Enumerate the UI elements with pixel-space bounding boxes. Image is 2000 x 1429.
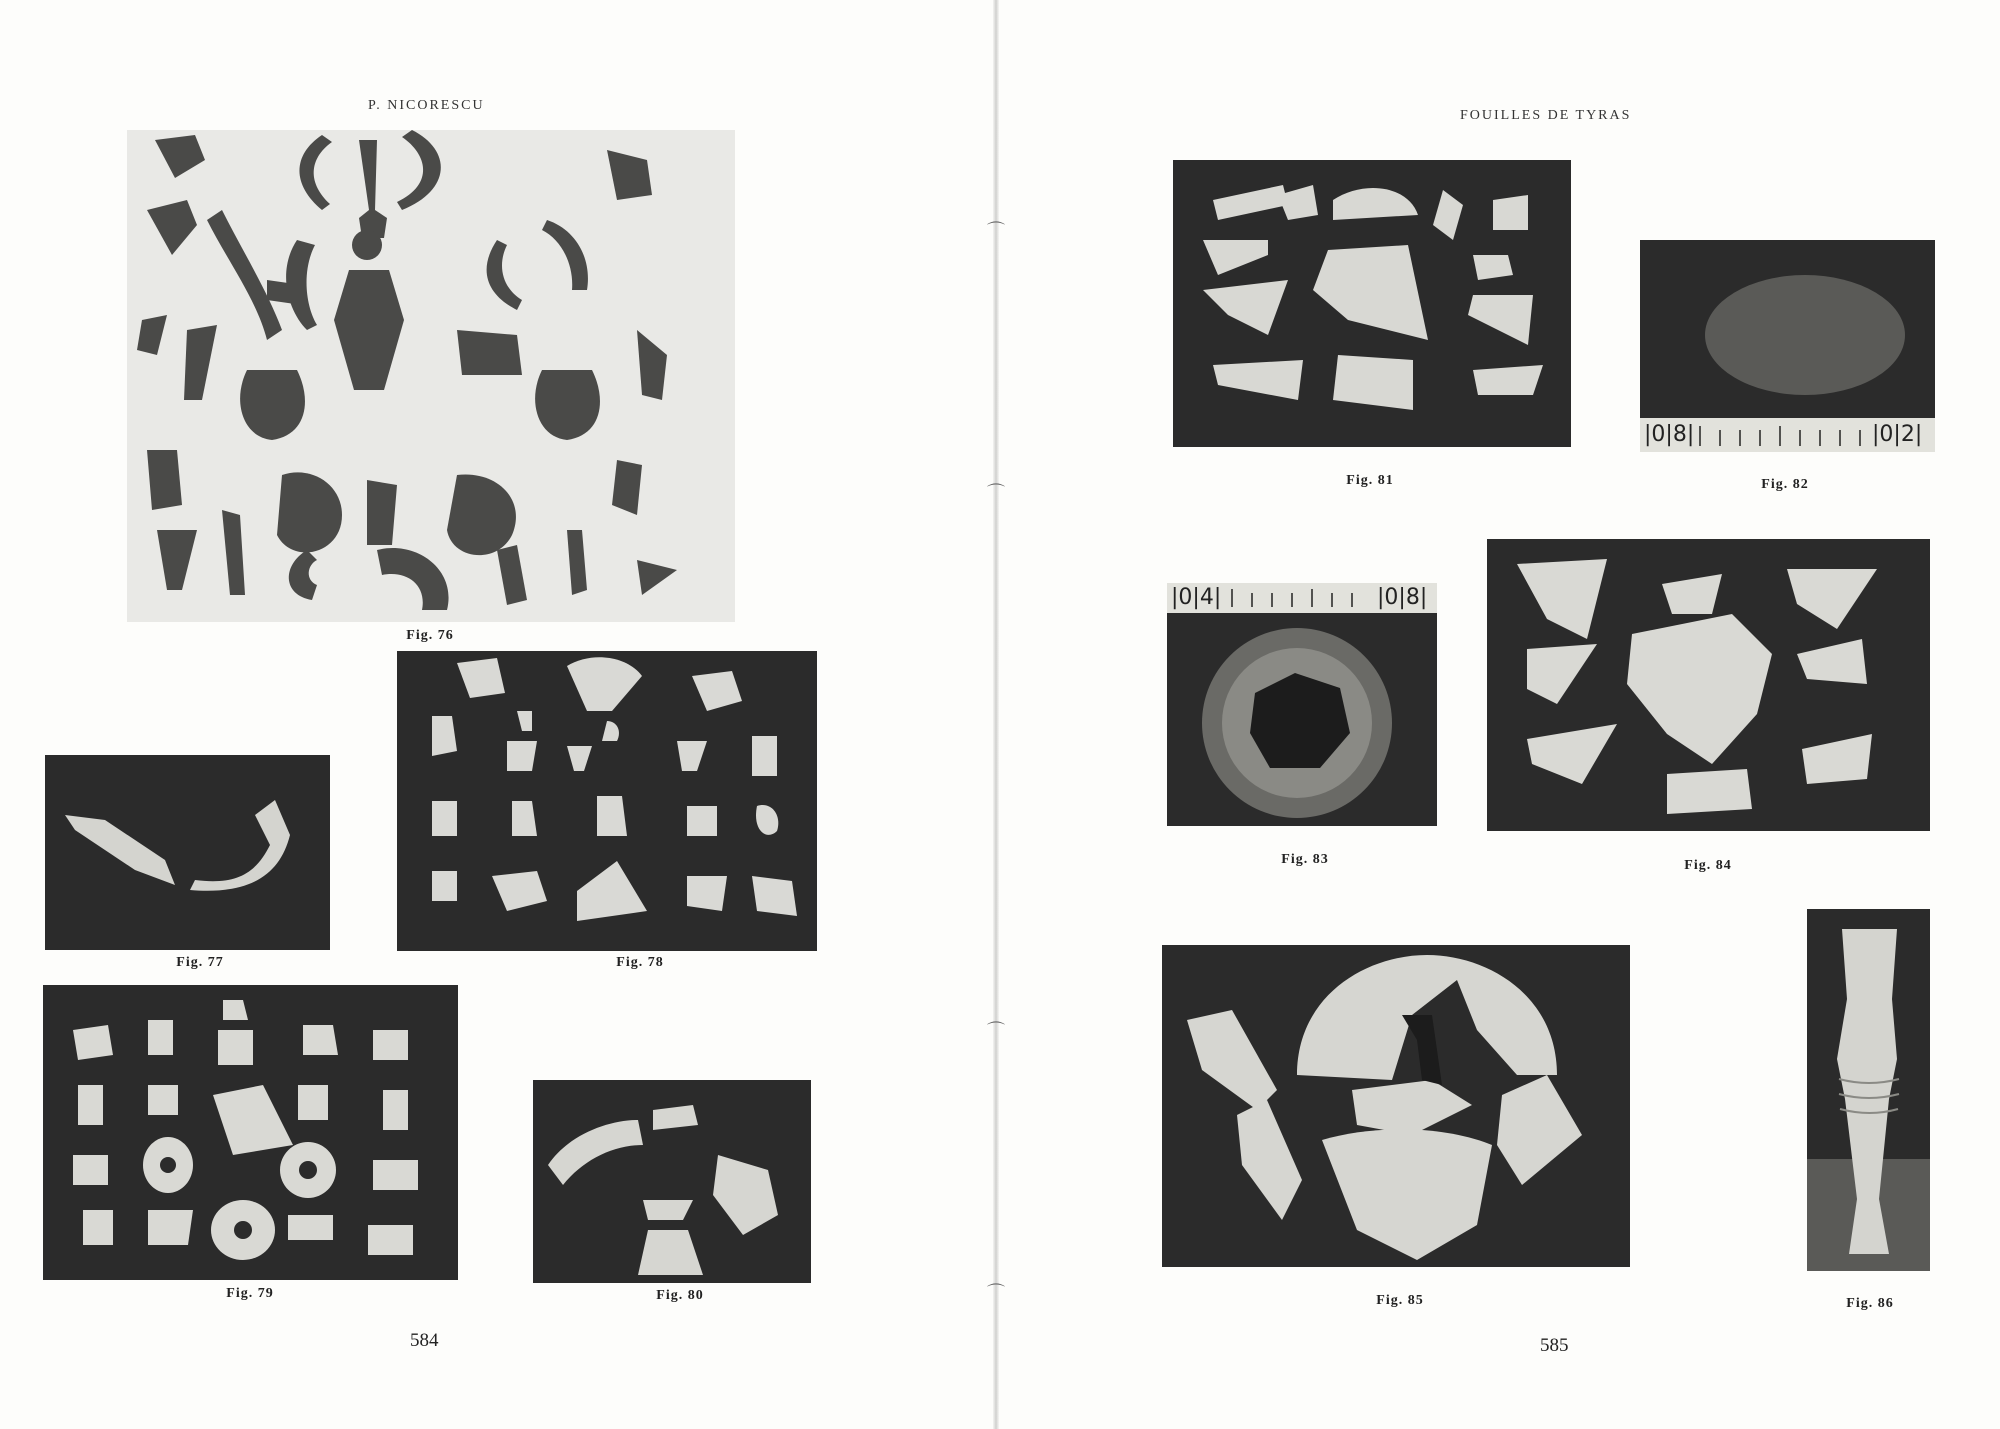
binding-stitch-3: ⌒ (987, 1021, 1005, 1041)
fig76-fragments (127, 130, 735, 622)
fig80-fragments (533, 1080, 811, 1283)
running-head-right: FOUILLES DE TYRAS (1460, 108, 1632, 123)
figure-83-photo (1167, 583, 1437, 826)
fig82-ruler-label-right: |0|2| (1872, 422, 1923, 447)
fig79-caption: Fig. 79 (226, 1286, 274, 1301)
fig81-fragments (1173, 160, 1571, 447)
fig84-caption: Fig. 84 (1684, 858, 1732, 873)
fig85-caption: Fig. 85 (1376, 1293, 1424, 1308)
fig82-caption: Fig. 82 (1761, 477, 1809, 492)
fig83-ruler-label-left: |0|4| (1171, 585, 1222, 610)
binding-stitch-4: ⌒ (987, 1283, 1005, 1303)
page-number-right: 585 (1540, 1335, 1569, 1356)
figure-82-photo (1640, 240, 1935, 452)
fig79-fragments (43, 985, 458, 1280)
fig78-caption: Fig. 78 (616, 955, 664, 970)
book-gutter (993, 0, 999, 1429)
fig76-caption: Fig. 76 (406, 628, 454, 643)
binding-stitch-2: ⌒ (987, 483, 1005, 503)
fig77-fragments (45, 755, 330, 950)
fig81-caption: Fig. 81 (1346, 473, 1394, 488)
figure-80-photo (533, 1080, 811, 1283)
binding-stitch-1: ⌒ (987, 221, 1005, 241)
fig80-caption: Fig. 80 (656, 1288, 704, 1303)
figure-76-photo (127, 130, 735, 622)
right-page (1000, 0, 2000, 1429)
fig77-caption: Fig. 77 (176, 955, 224, 970)
fig82-ruler-label-left: |0|8| (1644, 422, 1695, 447)
figure-78-photo (397, 651, 817, 951)
figure-79-photo (43, 985, 458, 1280)
fig82-photo-content (1640, 240, 1935, 452)
figure-86-photo (1807, 909, 1930, 1271)
figure-77-photo (45, 755, 330, 950)
fig83-caption: Fig. 83 (1281, 852, 1329, 867)
fig83-ruler-label-right: |0|8| (1377, 585, 1428, 610)
figure-81-photo (1173, 160, 1571, 447)
page-number-left: 584 (410, 1330, 439, 1351)
fig83-photo-content (1167, 583, 1437, 826)
left-page (0, 0, 995, 1429)
running-head-left: P. NICORESCU (368, 98, 485, 113)
fig85-fragments (1162, 945, 1630, 1267)
fig86-vessel (1807, 909, 1930, 1271)
fig84-fragments (1487, 539, 1930, 831)
figure-84-photo (1487, 539, 1930, 831)
figure-85-photo (1162, 945, 1630, 1267)
fig86-caption: Fig. 86 (1846, 1296, 1894, 1311)
fig78-fragments (397, 651, 817, 951)
